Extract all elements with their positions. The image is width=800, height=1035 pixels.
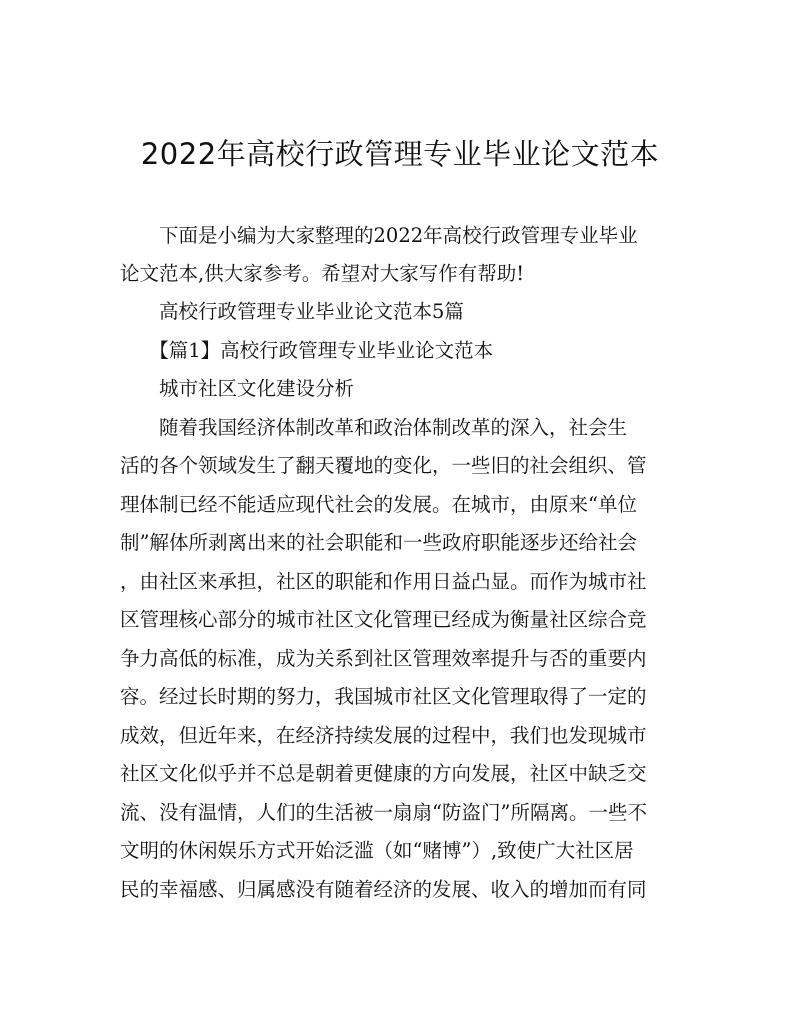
text-line-body-5: ，由社区来承担，社区的职能和作用日益凸显。而作为城市社 bbox=[120, 570, 647, 593]
text-line-intro-2: 论文范本,供大家参考。希望对大家写作有帮助! bbox=[120, 262, 525, 285]
text-line-body-8: 容。经过长时期的努力，我国城市社区文化管理取得了一定的 bbox=[120, 685, 647, 708]
text-line-body-7: 争力高低的标准，成为关系到社区管理效率提升与否的重要内 bbox=[120, 647, 647, 670]
text-line-body-9: 成效，但近年来，在经济持续发展的过程中，我们也发现城市 bbox=[120, 724, 647, 747]
text-line-body-2: 活的各个领域发生了翻天覆地的变化，一些旧的社会组织、管 bbox=[120, 454, 647, 477]
text-line-body-4: 制”解体所剥离出来的社会职能和一些政府职能逐步还给社会 bbox=[120, 531, 637, 554]
text-line-body-12: 文明的休闲娱乐方式开始泛滥（如“赌博”）,致使广大社区居 bbox=[120, 839, 634, 862]
text-line-body-3: 理体制已经不能适应现代社会的发展。在城市，由原来“单位 bbox=[120, 493, 637, 516]
text-line-body-11: 流、没有温情，人们的生活被一扇扇“防盗门”所隔离。一些不 bbox=[120, 801, 647, 824]
text-line-body-6: 区管理核心部分的城市社区文化管理已经成为衡量社区综合竞 bbox=[120, 608, 647, 631]
text-line-chapter-heading: 【篇1】高校行政管理专业毕业论文范本 bbox=[120, 339, 494, 362]
document-title: 2022年高校行政管理专业毕业论文范本 bbox=[140, 137, 660, 171]
text-line-collection-heading: 高校行政管理专业毕业论文范本5篇 bbox=[120, 300, 464, 323]
text-line-subtitle: 城市社区文化建设分析 bbox=[120, 377, 355, 400]
text-line-body-10: 社区文化似乎并不总是朝着更健康的方向发展，社区中缺乏交 bbox=[120, 762, 647, 785]
text-line-intro-1: 下面是小编为大家整理的2022年高校行政管理专业毕业 bbox=[120, 224, 638, 247]
text-line-body-13: 民的幸福感、归属感没有随着经济的发展、收入的增加而有同 bbox=[120, 878, 647, 901]
text-line-body-1: 随着我国经济体制改革和政治体制改革的深入，社会生 bbox=[120, 416, 628, 439]
